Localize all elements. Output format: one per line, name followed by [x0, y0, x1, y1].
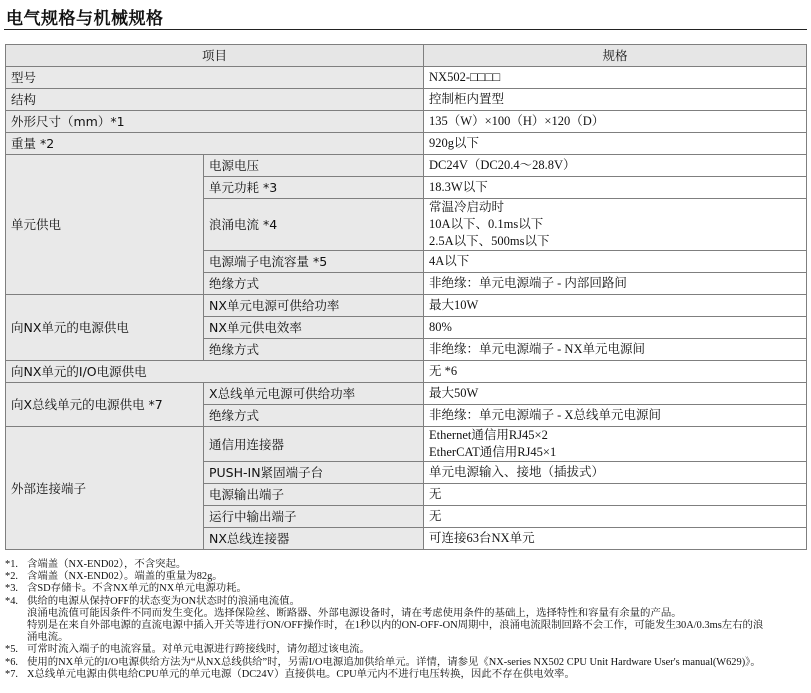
- sub-label: 绝缘方式: [204, 273, 424, 295]
- footnote-number: *6.: [5, 656, 18, 668]
- footnote-line: 含端盖（NX-END02），不含突起。: [27, 559, 187, 570]
- footnote: [5, 596, 805, 645]
- row-value-weight: 920g以下: [424, 133, 807, 155]
- title-divider: [4, 29, 807, 30]
- footnote: [5, 583, 805, 595]
- value-line: 10A以下、0.1ms以下: [429, 217, 544, 231]
- sub-label: 电源电压: [204, 155, 424, 177]
- footnote: [5, 657, 805, 669]
- footnote-number: *5.: [5, 644, 18, 656]
- sub-value-multiline: [424, 427, 807, 462]
- sub-label: PUSH-IN紧固端子台: [204, 462, 424, 484]
- table-row: [6, 295, 807, 317]
- table-row: [6, 383, 807, 405]
- sub-label: 运行中输出端子: [204, 506, 424, 528]
- footnote-line: 涌电流。: [27, 632, 69, 644]
- group-label-unit-power: 单元供电: [6, 155, 204, 295]
- sub-value: 无: [424, 506, 807, 528]
- sub-value: DC24V（DC20.4～28.8V）: [424, 155, 807, 177]
- sub-value: 最大10W: [424, 295, 807, 317]
- footnote-text: [27, 583, 805, 595]
- value-line: 常温冷启动时: [429, 200, 505, 214]
- group-label-x-bus-power: 向X总线单元的电源供电 *7: [6, 383, 204, 427]
- row-label-dimensions: 外形尺寸（mm）*1: [6, 111, 424, 133]
- sub-value: 无: [424, 484, 807, 506]
- sub-label: 电源端子电流容量 *5: [204, 251, 424, 273]
- footnote-number: *4.: [5, 595, 18, 607]
- footnote-line: 含端盖（NX-END02）。端盖的重量为82g。: [27, 571, 223, 583]
- footnote-text: [27, 559, 805, 571]
- sub-label: 绝缘方式: [204, 405, 424, 427]
- row-value-nx-io-power: 无 *6: [424, 361, 807, 383]
- header-item: 项目: [6, 45, 424, 67]
- sub-label: NX总线连接器: [204, 528, 424, 550]
- footnote-number: *1.: [5, 559, 18, 570]
- sub-value: 18.3W以下: [424, 177, 807, 199]
- footnote-text: [27, 596, 805, 645]
- footnote-number: *2.: [5, 571, 18, 583]
- footnote: [5, 571, 805, 583]
- group-label-external: 外部连接端子: [6, 427, 204, 550]
- sub-label: NX单元电源可供给功率: [204, 295, 424, 317]
- sub-label: 电源输出端子: [204, 484, 424, 506]
- table-row: [6, 427, 807, 462]
- table-row: [6, 361, 807, 383]
- value-line: Ethernet通信用RJ45×2: [429, 428, 548, 442]
- sub-value: 最大50W: [424, 383, 807, 405]
- sub-value: 非绝缘：单元电源端子 - X总线单元电源间: [424, 405, 807, 427]
- footnote: [5, 559, 805, 571]
- row-value-dimensions: 135（W）×100（H）×120（D）: [424, 111, 807, 133]
- footnote-text: [27, 657, 805, 669]
- sub-label: NX单元供电效率: [204, 317, 424, 339]
- row-label-weight: 重量 *2: [6, 133, 424, 155]
- footnote-line: X总线单元电源由供电给CPU单元的单元电源（DC24V）直接供电。CPU单元内不进行电压转换，因此不存在供电效率。: [27, 668, 575, 680]
- table-row: [6, 67, 807, 89]
- table-row: [6, 111, 807, 133]
- page-title: 电气规格与机械规格: [6, 9, 164, 29]
- footnote-line: 供给的电源从保持OFF的状态变为ON状态时的浪涌电流值。: [27, 595, 301, 607]
- sub-value-multiline: [424, 199, 807, 251]
- sub-label: 浪涌电流 *4: [204, 199, 424, 251]
- value-line: 2.5A以下、500ms以下: [429, 234, 550, 248]
- row-label-nx-io-power: 向NX单元的I/O电源供电: [6, 361, 424, 383]
- header-spec: 规格: [424, 45, 807, 67]
- sub-value: 可连接63台NX单元: [424, 528, 807, 550]
- footnote-line: 浪涌电流值可能因条件不同而发生变化。选择保险丝、断路器、外部电源设备时，请在考虑使用条件的基础上，选择特性和容量有余量的产品。: [27, 607, 682, 619]
- table-row: [6, 89, 807, 111]
- footnote-line: 使用的NX单元的I/O电源供给方法为“从NX总线供给”时，另需I/O电源追加供给单元。详情，请参见《NX-series NX502 CPU Unit Hardware User's manual(W629)》。: [27, 656, 761, 668]
- group-label-nx-unit-power: 向NX单元的电源供电: [6, 295, 204, 361]
- footnote-line: 特别是在来自外部电源的直流电源中插入开关等进行ON/OFF操作时，在1秒以内的ON-OFF-ON周期中，浪涌电流限制回路不会工作，可能发生30A/0.3ms左右的浪: [27, 620, 764, 632]
- footnotes: [5, 559, 805, 681]
- spec-table: [5, 44, 807, 550]
- table-header-row: [6, 45, 807, 67]
- footnote-line: 可常时流入端子的电流容量。对单元电源进行跨接线时，请勿超过该电流。: [27, 644, 370, 656]
- sub-label: 单元功耗 *3: [204, 177, 424, 199]
- row-label-structure: 结构: [6, 89, 424, 111]
- sub-value: 非绝缘：单元电源端子 - NX单元电源间: [424, 339, 807, 361]
- table-row: [6, 133, 807, 155]
- row-value-structure: 控制柜内置型: [424, 89, 807, 111]
- sub-value: 80%: [424, 317, 807, 339]
- sub-label: 通信用连接器: [204, 427, 424, 462]
- footnote-text: [27, 571, 805, 583]
- footnote: [5, 669, 805, 681]
- sub-value: 非绝缘：单元电源端子 - 内部回路间: [424, 273, 807, 295]
- table-row: [6, 155, 807, 177]
- footnote: [5, 644, 805, 656]
- sub-value: 4A以下: [424, 251, 807, 273]
- footnote-text: [27, 669, 805, 681]
- footnote-text: [27, 644, 805, 656]
- footnote-number: *3.: [5, 583, 18, 595]
- row-value-model: NX502-□□□□: [424, 67, 807, 89]
- footnote-line: 含SD存储卡。不含NX单元的NX单元电源功耗。: [27, 583, 247, 595]
- sub-label: 绝缘方式: [204, 339, 424, 361]
- value-line: EtherCAT通信用RJ45×1: [429, 445, 557, 459]
- footnote-number: *7.: [5, 668, 18, 680]
- sub-value: 单元电源输入、接地（插拔式）: [424, 462, 807, 484]
- row-label-model: 型号: [6, 67, 424, 89]
- sub-label: X总线单元电源可供给功率: [204, 383, 424, 405]
